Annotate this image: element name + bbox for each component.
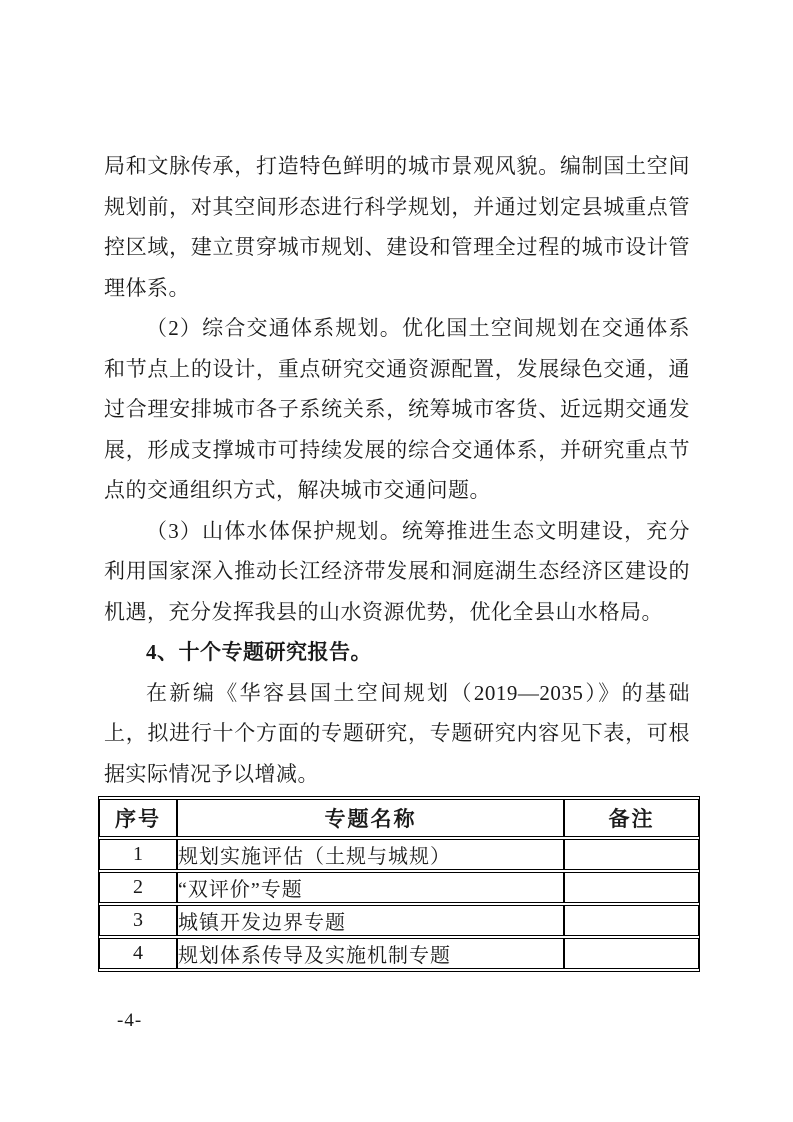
cell-topic-name: 规划体系传导及实施机制专题 xyxy=(177,938,564,969)
paragraph-urban-design: 局和文脉传承，打造特色鲜明的城市景观风貌。编制国土空间规划前，对其空间形态进行科学规划，并通过划定县城重点管控区域，建立贯穿城市规划、建设和管理全过程的城市设计管理体系。 xyxy=(104,154,690,300)
table-row xyxy=(99,938,699,969)
paragraph-mountain-water-protection: （3）山体水体保护规划。统筹推进生态文明建设，充分利用国家深入推动长江经济带发展和洞庭湖生态经济区建设的机遇，充分发挥我县的山水资源优势，优化全县山水格局。 xyxy=(104,518,690,624)
cell-index: 3 xyxy=(99,905,177,936)
header-cell-remarks: 备注 xyxy=(564,799,699,837)
cell-index: 1 xyxy=(99,839,177,870)
cell-index: 4 xyxy=(99,938,177,969)
cell-index: 2 xyxy=(99,872,177,903)
header-cell-index: 序号 xyxy=(99,799,177,837)
cell-remarks xyxy=(564,938,699,969)
cell-topic-name: “双评价”专题 xyxy=(177,872,564,903)
section-heading-ten-topics: 4、十个专题研究报告。 xyxy=(146,640,372,664)
table-row xyxy=(99,839,699,870)
topics-table xyxy=(98,796,700,972)
cell-topic-name: 规划实施评估（土规与城规） xyxy=(177,839,564,870)
header-cell-topic-name: 专题名称 xyxy=(177,799,564,837)
paragraph-topics-intro: 在新编《华容县国土空间规划（2019—2035）》的基础上，拟进行十个方面的专题研究，专题研究内容见下表，可根据实际情况予以增减。 xyxy=(104,680,690,786)
cell-remarks xyxy=(564,839,699,870)
table-row xyxy=(99,872,699,903)
cell-remarks xyxy=(564,872,699,903)
page-number: -4- xyxy=(117,1010,143,1031)
cell-topic-name: 城镇开发边界专题 xyxy=(177,905,564,936)
cell-remarks xyxy=(564,905,699,936)
table-header-row xyxy=(99,799,699,837)
table-row xyxy=(99,905,699,936)
paragraph-transport-planning: （2）综合交通体系规划。优化国土空间规划在交通体系和节点上的设计，重点研究交通资源配置，发展绿色交通，通过合理安排城市各子系统关系，统筹城市客货、近远期交通发展，形成支撑城市可持续发展的综合交通体系，并研究重点节点的交通组织方式，解决城市交通问题。 xyxy=(104,316,690,502)
